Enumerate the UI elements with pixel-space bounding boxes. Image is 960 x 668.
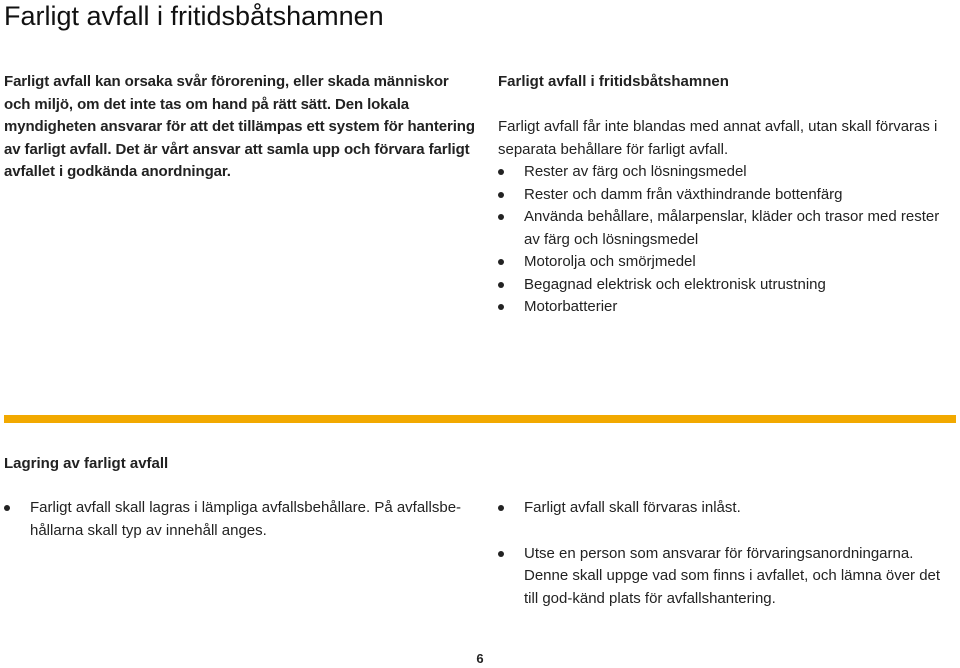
section-paragraph: Farligt avfall får inte blandas med annat avfall, utan skall förvaras i separata behållare för farligt avfall. — [498, 118, 938, 158]
section-heading: Farligt avfall i fritidsbåtshamnen — [498, 73, 729, 90]
list-item: Farligt avfall skall lagras i lämpliga avfallsbehållare. På avfallsbe-hållarna skall typ av innehåll anges. — [4, 497, 464, 542]
accent-divider — [4, 415, 956, 423]
page-title: Farligt avfall i fritidsbåtshamnen — [4, 1, 384, 31]
list-item: Rester och damm från växthindrande bottenfärg — [498, 184, 958, 207]
waste-types-list — [498, 161, 958, 319]
intro-paragraph: Farligt avfall kan orsaka svår förorening, eller skada människor och miljö, om det inte tas om hand på rätt sätt. Den lokala myndigheten ansvarar för att det tillämpas ett system för hantering av farligt avfall. Det är vårt ansvar att samla upp och förvara farligt avfallet i godkända anordningar. — [4, 73, 475, 180]
list-item: Rester av färg och lösningsmedel — [498, 161, 958, 184]
list-item: Farligt avfall skall förvaras inlåst. — [498, 497, 958, 520]
list-item: Utse en person som ansvarar för förvaringsanordningarna. Denne skall uppge vad som finns i avfallet, och lämna över det till god-känd plats för avfallshantering. — [498, 543, 958, 611]
right-column — [498, 71, 958, 319]
list-item: Använda behållare, målarpenslar, kläder och trasor med rester av färg och lösningsmedel — [498, 206, 958, 251]
storage-list-right — [498, 497, 958, 610]
list-item: Motorolja och smörjmedel — [498, 251, 958, 274]
list-item: Motorbatterier — [498, 296, 958, 319]
page-number: 6 — [476, 651, 484, 666]
storage-list-left — [4, 497, 464, 542]
storage-heading: Lagring av farligt avfall — [4, 455, 169, 472]
list-item: Begagnad elektrisk och elektronisk utrustning — [498, 274, 958, 297]
